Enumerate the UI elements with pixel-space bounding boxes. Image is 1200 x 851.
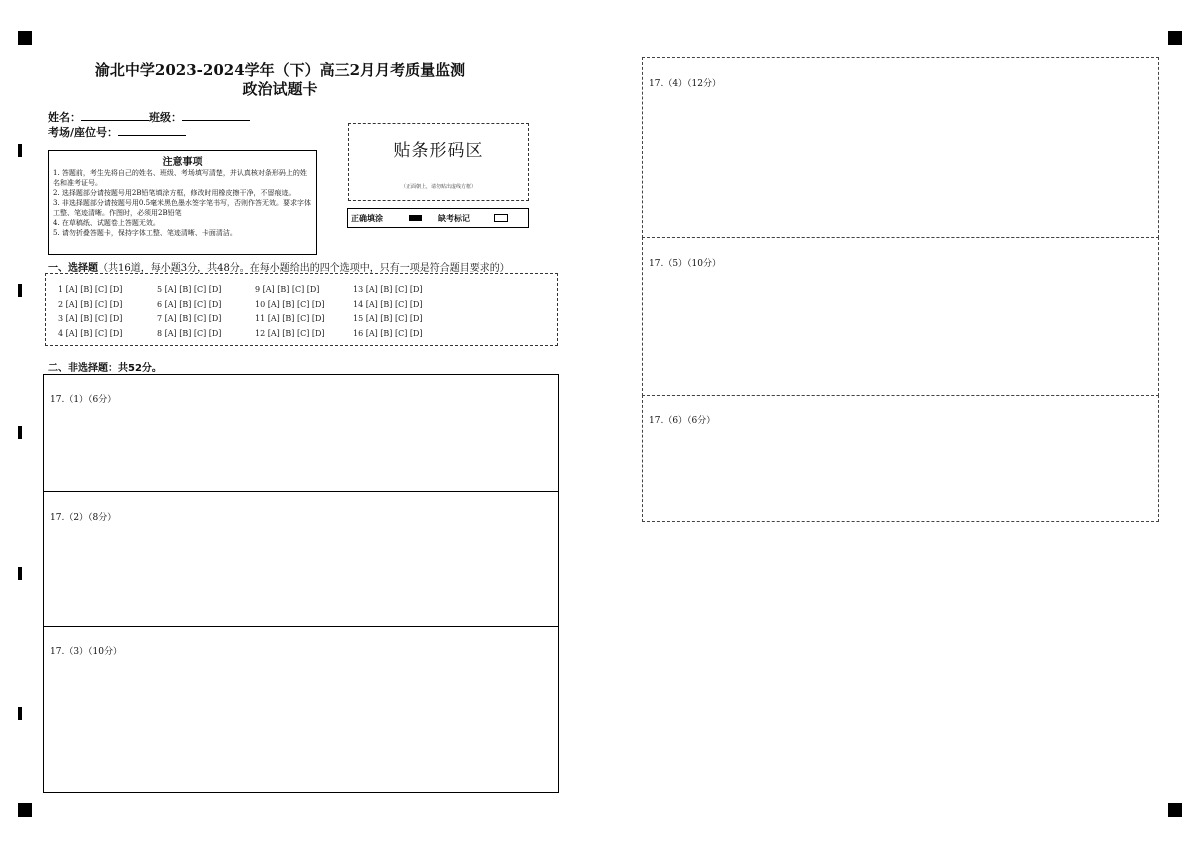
choice-row[interactable]: 5 [A] [B] [C] [D] [157, 285, 222, 294]
choice-row[interactable]: 4 [A] [B] [C] [D] [58, 328, 123, 338]
timing-mark [18, 426, 22, 439]
barcode-area [348, 123, 529, 201]
section1-heading: 一、选择题 [48, 263, 98, 274]
notice-item: 1. 答题前，考生先将自己的姓名、班级、考场填写清楚，并认真核对条形码上的姓名和准考证号。 [53, 169, 307, 187]
notice-title: 注意事项 [162, 157, 203, 168]
answer-box-17-2[interactable] [43, 491, 559, 627]
registration-mark-top-right [1168, 31, 1182, 45]
question-label: 17.（5）（10分） [649, 259, 721, 269]
timing-mark [18, 284, 22, 297]
choice-row[interactable]: 7 [A] [B] [C] [D] [157, 314, 222, 323]
name-class-row [48, 109, 250, 125]
notice-item: 2. 选择题部分请按题号用2B铅笔填涂方框，修改时用橡皮擦干净，不留痕迹。 [53, 189, 296, 197]
section2-heading-row [48, 359, 162, 374]
barcode-title: 贴条形码区 [393, 141, 484, 161]
seat-row [48, 124, 186, 140]
choice-column [58, 283, 122, 341]
choice-answer-grid [45, 273, 558, 346]
answer-box-17-5[interactable] [642, 237, 1159, 396]
choice-row[interactable]: 10 [A] [B] [C] [D] [255, 299, 325, 309]
seat-field[interactable] [118, 124, 186, 136]
answer-box-17-3[interactable] [43, 626, 559, 793]
choice-row[interactable]: 16 [A] [B] [C] [D] [353, 328, 423, 338]
question-label: 17.（2）（8分） [50, 513, 117, 523]
registration-mark-bottom-left [18, 803, 32, 817]
page-title: 渝北中学2023-2024学年（下）高三2月月考质量监测 [94, 61, 466, 79]
name-label: 姓名： [48, 111, 81, 124]
absent-mark-box[interactable] [494, 214, 508, 222]
notice-item: 4. 在草稿纸、试题卷上答题无效。 [53, 219, 160, 227]
question-label: 17.（6）（6分） [649, 416, 716, 426]
answer-box-17-1[interactable] [43, 374, 559, 492]
choice-row[interactable]: 13 [A] [B] [C] [D] [353, 285, 423, 294]
answer-box-17-6[interactable] [642, 395, 1159, 522]
choice-row[interactable]: 9 [A] [B] [C] [D] [255, 285, 320, 294]
choice-row[interactable]: 12 [A] [B] [C] [D] [255, 328, 325, 338]
choice-row[interactable]: 3 [A] [B] [C] [D] [58, 314, 123, 323]
choice-column [157, 283, 221, 341]
question-label: 17.（3）（10分） [50, 647, 122, 657]
section1-heading-row [48, 259, 510, 274]
choice-row[interactable]: 2 [A] [B] [C] [D] [58, 299, 123, 309]
registration-mark-bottom-right [1168, 803, 1182, 817]
choice-row[interactable]: 6 [A] [B] [C] [D] [157, 299, 222, 309]
registration-mark-top-left [18, 31, 32, 45]
choice-row[interactable]: 1 [A] [B] [C] [D] [58, 285, 123, 294]
notice-item: 5. 请勿折叠答题卡，保持字体工整、笔迹清晰、卡面清洁。 [53, 229, 237, 237]
choice-column [353, 283, 423, 341]
question-label: 17.（1）（6分） [50, 395, 117, 405]
choice-row[interactable]: 15 [A] [B] [C] [D] [353, 314, 423, 323]
page-subtitle: 政治试题卡 [242, 80, 318, 98]
absent-mark-label: 缺考标记 [438, 213, 470, 223]
name-field[interactable] [81, 109, 149, 121]
fill-legend [347, 208, 529, 228]
class-field[interactable] [182, 109, 250, 121]
section1-desc: （共16道，每小题3分，共48分。在每小题给出的四个选项中，只有一项是符合题目要求的） [98, 263, 510, 274]
answer-box-17-4[interactable] [642, 57, 1159, 238]
correct-fill-label: 正确填涂 [351, 213, 383, 223]
timing-mark [18, 567, 22, 580]
timing-mark [18, 144, 22, 157]
class-label: 班级： [149, 111, 182, 124]
choice-column [255, 283, 325, 341]
choice-row[interactable]: 11 [A] [B] [C] [D] [255, 314, 325, 323]
section2-heading: 二、非选择题：共52分。 [48, 363, 162, 374]
seat-label: 考场/座位号： [48, 126, 119, 139]
notice-item: 3. 非选择题部分请按题号用0.5毫米黑色墨水签字笔书写，否则作答无效。要求字体工整、笔迹清晰。作图时，必须用2B铅笔 [53, 199, 312, 217]
choice-row[interactable]: 14 [A] [B] [C] [D] [353, 299, 423, 309]
barcode-note: （正面朝上，请勿贴出虚线方框） [400, 184, 476, 190]
correct-fill-sample [409, 215, 422, 221]
choice-row[interactable]: 8 [A] [B] [C] [D] [157, 328, 222, 338]
notice-box [48, 150, 317, 255]
timing-mark [18, 707, 22, 720]
question-label: 17.（4）（12分） [649, 79, 721, 89]
